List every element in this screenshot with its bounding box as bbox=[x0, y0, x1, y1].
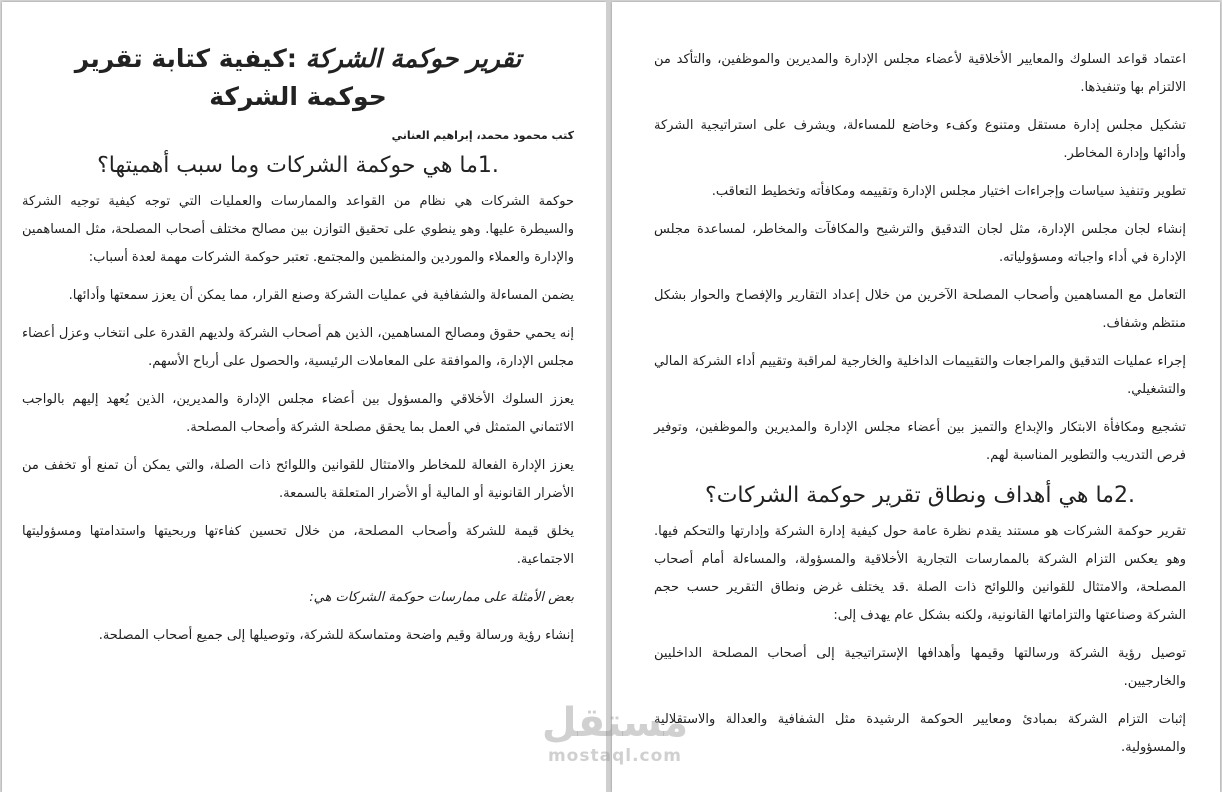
paragraph: التعامل مع المساهمين وأصحاب المصلحة الآخرين من خلال إعداد التقارير والإفصاح والحوار بشكل منتظم وشفاف. bbox=[654, 288, 1186, 331]
authors-line: كتب محمود محمد، إبراهيم العناني bbox=[391, 129, 574, 142]
title-rest-part: :كيفية كتابة تقرير حوكمة الشركة bbox=[74, 44, 387, 111]
heading-1: .1ما هي حوكمة الشركات وما سبب أهميتها؟ bbox=[97, 153, 499, 178]
paragraph: إثبات التزام الشركة بمبادئ ومعايير الحوكمة الرشيدة مثل الشفافية والعدالة والاستقلالية والمسؤولية. bbox=[654, 712, 1186, 755]
paragraph: تطوير وتنفيذ سياسات وإجراءات اختيار مجلس الإدارة وتقييمه ومكافأته وتخطيط التعاقب. bbox=[711, 184, 1186, 199]
paragraph: تشكيل مجلس إدارة مستقل ومتنوع وكفء وخاضع للمساءلة، ويشرف على استراتيجية الشركة وأدائها وإدارة المخاطر. bbox=[654, 118, 1186, 161]
watermark-latin: mostaql.com bbox=[547, 746, 683, 766]
paragraph: إنشاء لجان مجلس الإدارة، مثل لجان التدقيق والترشيح والمكافآت والمخاطر، لمساعدة مجلس الإدارة في أداء واجباته ومسؤولياته. bbox=[654, 222, 1186, 265]
left-page-content bbox=[22, 40, 574, 650]
paragraph: يخلق قيمة للشركة وأصحاب المصلحة، من خلال تحسين كفاءتها وربحيتها واستدامتها ومسؤوليتها الاجتماعية. bbox=[22, 524, 574, 567]
heading-2: .2ما هي أهداف ونطاق تقرير حوكمة الشركات؟ bbox=[705, 483, 1135, 508]
watermark-arabic: مستقل bbox=[541, 700, 689, 746]
examples-note: بعض الأمثلة على ممارسات حوكمة الشركات هي: bbox=[309, 590, 574, 605]
page-right bbox=[612, 2, 1220, 792]
paragraph: يعزز السلوك الأخلاقي والمسؤول بين أعضاء مجلس الإدارة والمديرين، الذين يُعهد إليهم بالواجب الائتماني المتمثل في العمل بما يحقق مصلحة الشركة وأصحاب المصلحة. bbox=[22, 392, 574, 435]
paragraph: حوكمة الشركات هي نظام من القواعد والممارسات والعمليات التي توجه كيفية توجيه الشركة والسيطرة عليها. وهو ينطوي على تحقيق التوازن بين مصالح مختلف أصحاب المصلحة، مثل المساهمين والإدارة والعملاء والموردين والمنظمين والمجتمع. تعتبر حوكمة الشركات مهمة لعدة أسباب: bbox=[22, 194, 574, 265]
paragraph: يضمن المساءلة والشفافية في عمليات الشركة وصنع القرار، مما يمكن أن يعزز سمعتها وأدائها. bbox=[68, 288, 574, 303]
paragraph: تقرير حوكمة الشركات هو مستند يقدم نظرة عامة حول كيفية إدارة الشركة وإدارتها والتحكم فيها. وهو يعكس التزام الشركة بالممارسات التجارية الأخلاقية والمسؤولة، والمساءلة أمام أصحاب المصلحة، والامتثال للقوانين واللوائح ذات الصلة .قد يختلف غرض ونطاق التقرير حسب حجم الشركة وصناعتها والتزاماتها القانونية، ولكنه بشكل عام يهدف إلى: bbox=[654, 524, 1186, 623]
title-italic-part: تقرير حوكمة الشركة bbox=[305, 44, 522, 73]
page-left bbox=[2, 2, 606, 792]
document-title bbox=[22, 40, 574, 116]
paragraph: توصيل رؤية الشركة ورسالتها وقيمها وأهدافها الإستراتيجية إلى أصحاب المصلحة الداخليين والخارجيين. bbox=[654, 646, 1186, 689]
right-page-content bbox=[654, 46, 1186, 762]
paragraph: تشجيع ومكافأة الابتكار والإبداع والتميز بين أعضاء مجلس الإدارة والمديرين والموظفين، وتوفير فرص التدريب والتطوير المناسبة لهم. bbox=[654, 420, 1186, 463]
paragraph: إنه يحمي حقوق ومصالح المساهمين، الذين هم أصحاب الشركة ولديهم القدرة على انتخاب وعزل أعضاء مجلس الإدارة، والموافقة على المعاملات الرئيسية، والحصول على أرباح الأسهم. bbox=[22, 326, 574, 369]
paragraph: اعتماد قواعد السلوك والمعايير الأخلاقية لأعضاء مجلس الإدارة والمديرين والموظفين، والتأكد من الالتزام بها وتنفيذها. bbox=[654, 52, 1186, 95]
paragraph: يعزز الإدارة الفعالة للمخاطر والامتثال للقوانين واللوائح ذات الصلة، والتي يمكن أن تمنع أو تخفف من الأضرار القانونية أو المالية أو الأضرار المتعلقة بالسمعة. bbox=[22, 458, 574, 501]
paragraph: إجراء عمليات التدقيق والمراجعات والتقييمات الداخلية والخارجية لمراقبة وتقييم أداء الشركة المالي والتشغيلي. bbox=[654, 354, 1186, 397]
paragraph: إنشاء رؤية ورسالة وقيم واضحة ومتماسكة للشركة، وتوصيلها إلى جميع أصحاب المصلحة. bbox=[98, 628, 574, 643]
